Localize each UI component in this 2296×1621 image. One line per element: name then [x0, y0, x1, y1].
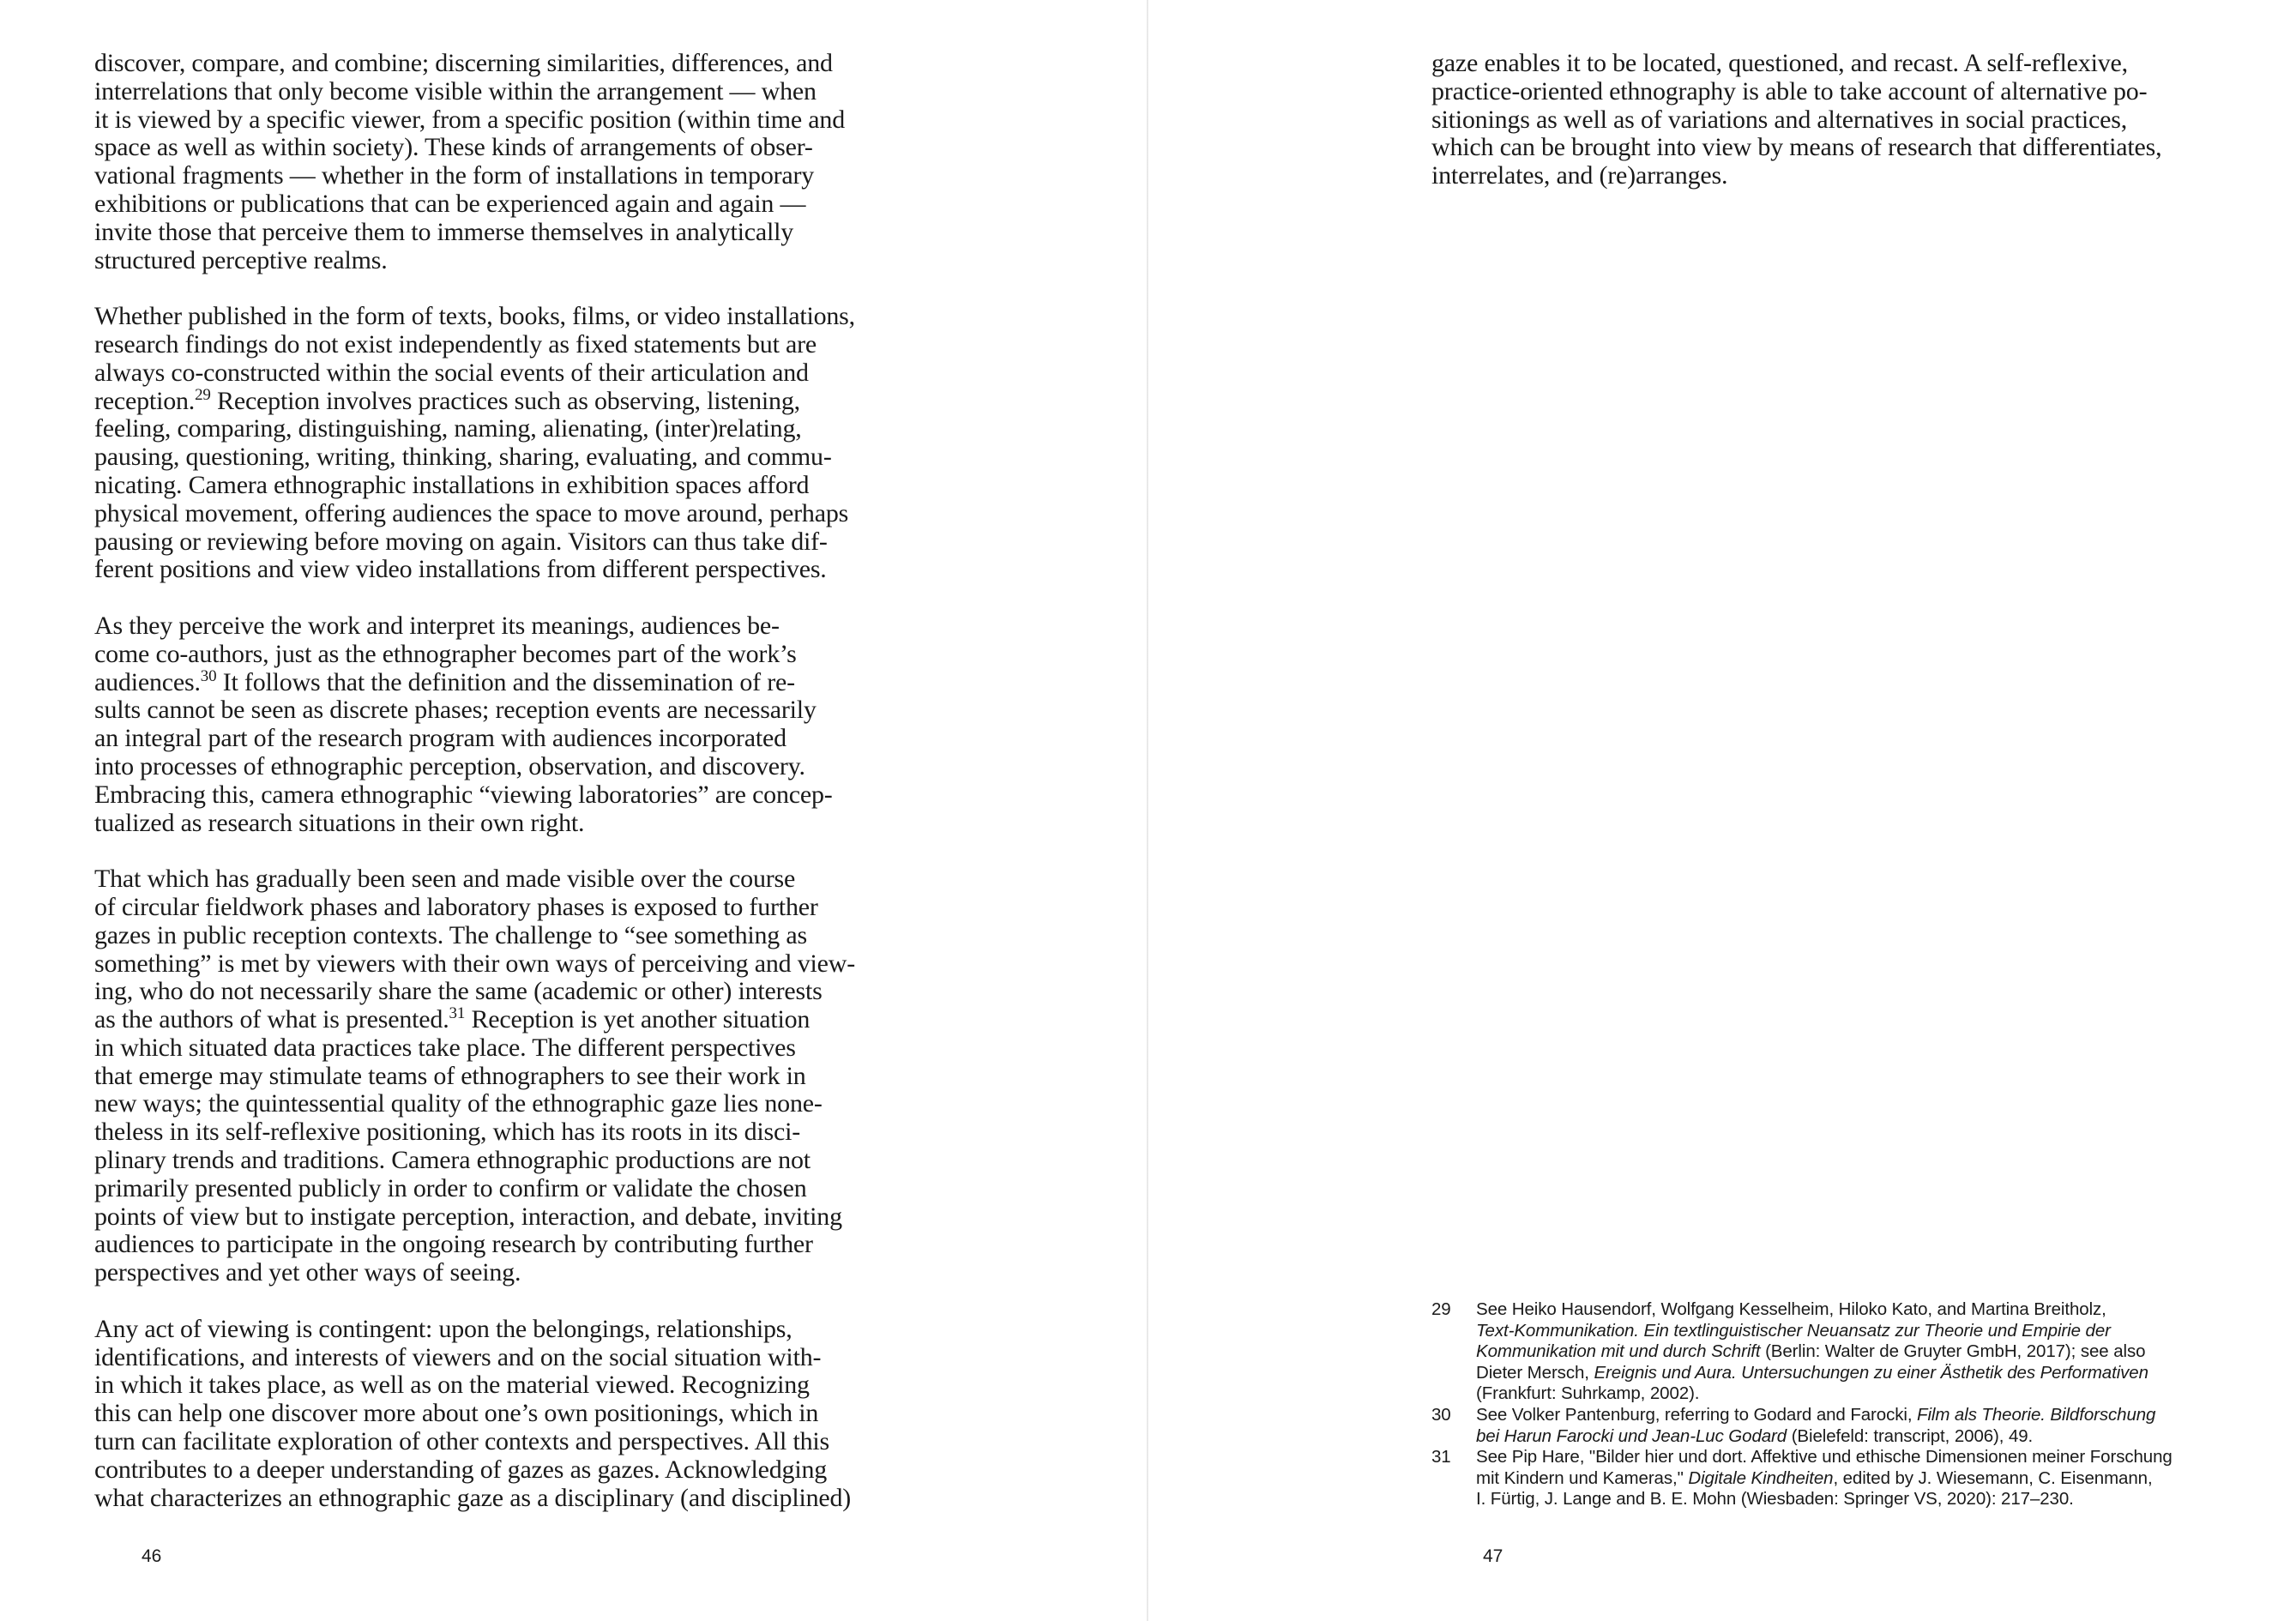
text-run: See Volker Pantenburg, referring to Godard and Farocki, — [1476, 1404, 1918, 1425]
footnote-reference: 31 — [449, 1004, 466, 1023]
text-run: Reception is yet another situation in which situated data practices take place. The different perspectives that emerge may stimulate teams of ethnographers to see their work in new ways; the quintessential quality of the ethnographic gaze lies none- theless in its self-reflexive positioning, which has its roots in its disci- plinary trends and traditions. Camera ethnographic productions are not primarily presented publicly in order to confirm or validate the chosen points of view but to instigate perception, interaction, and debate, inviting audiences to participate in the ongoing research by contributing further perspectives and yet other ways of seeing. — [94, 1005, 842, 1287]
left-page — [0, 0, 1147, 1621]
italic-title: Ereignis und Aura. Untersuchungen zu einer Ästhetik des Performativen — [1594, 1362, 2148, 1383]
footnote-text — [1476, 1299, 2229, 1405]
text-run: (Frankfurt: Suhrkamp, 2002). — [1476, 1383, 1700, 1404]
page-number-left: 46 — [142, 1546, 162, 1566]
footnotes — [1431, 1299, 2229, 1510]
paragraph — [94, 865, 870, 1287]
left-body-text — [94, 50, 870, 1512]
footnote-number: 31 — [1431, 1447, 1451, 1467]
text-run: See Pip Hare, "Bilder hier und dort. Affektive und ethische Dimensionen meiner Forschung mit Kindern und Kameras," — [1476, 1447, 2172, 1488]
right-page — [1148, 0, 2296, 1621]
paragraph — [94, 612, 870, 837]
footnote — [1431, 1405, 2229, 1447]
text-run: As they perceive the work and interpret its meanings, audiences be- come co-authors, just as the ethnographer becomes part of the work’s audiences. — [94, 611, 797, 696]
footnote-reference: 29 — [195, 385, 211, 404]
text-run: gaze enables it to be located, questioned, and recast. A self-reflexive, practice-oriented ethnography is able to take account of alternative po- sitionings as well as of variations and alternatives in social practices, which can be brought into view by means of research that differentiates, interrelates, and (re)arranges. — [1431, 49, 2162, 190]
footnote-number: 30 — [1431, 1404, 1451, 1425]
text-run: , edited by J. Wiesemann, C. Eisenmann, I. Fürtig, J. Lange and B. E. Mohn (Wiesbaden: Springer VS, 2020): 217–230. — [1476, 1467, 2153, 1510]
text-run: Whether published in the form of texts, books, films, or video installations, research findings do not exist independently as fixed statements but are always co-constructed within the social events of their articulation and reception. — [94, 302, 855, 415]
italic-title: Film als Theorie. Bildforschung bei Harun Farocki und Jean-Luc Godard — [1476, 1404, 2156, 1446]
text-run: Any act of viewing is contingent: upon the belongings, relationships, identifications, and interests of viewers and on the social situation with- in which it takes place, as well as on the material viewed. Recognizing this can help one discover more about one’s own positionings, which in turn can facilitate exploration of other contexts and perspectives. All this contributes to a deeper understanding of gazes as gazes. Acknowledging what characterizes an ethnographic gaze as a disciplinary (and disciplined) — [94, 1314, 852, 1512]
footnote — [1431, 1447, 2229, 1510]
text-run: See Heiko Hausendorf, Wolfgang Kesselheim, Hiloko Kato, and Martina Breitholz, — [1476, 1299, 2106, 1319]
text-run: That which has gradually been seen and made visible over the course of circular fieldwork phases and laboratory phases is exposed to further gazes in public reception contexts. The challenge to “see something as something” is met by viewers with their own ways of perceiving and view- ing, who do not necessarily share the same (academic or other) interests as the authors of what is presented. — [94, 865, 856, 1034]
paragraph — [94, 303, 870, 584]
text-run: (Berlin: Walter de Gruyter GmbH, 2017); see also Dieter Mersch, — [1476, 1341, 2146, 1383]
footnote-reference: 30 — [200, 666, 217, 685]
page-number-right: 47 — [1483, 1546, 1504, 1566]
footnote-text — [1476, 1405, 2229, 1447]
italic-title: Text-Kommunikation. Ein textlinguistischer Neuansatz zur Theorie und Empirie der Kommunikation mit und durch Schrift — [1476, 1320, 2111, 1362]
footnote — [1431, 1299, 2229, 1405]
text-run: (Bielefeld: transcript, 2006), 49. — [1787, 1425, 2034, 1446]
italic-title: Digitale Kindheiten — [1688, 1467, 1834, 1488]
right-body-text — [1431, 50, 2208, 190]
footnote-number: 29 — [1431, 1299, 1451, 1319]
text-run: discover, compare, and combine; discerning similarities, differences, and interrelations that only become visible within the arrangement — when it is viewed by a specific viewer, from a specific position (within time and space as well as within society). These kinds of arrangements of obser- vational fragments — whether in the form of installations in temporary exhibitions or publications that can be experienced again and again — invite those that perceive them to immerse themselves in analytically structured perceptive realms. — [94, 49, 846, 274]
paragraph — [1431, 50, 2208, 190]
text-run: Reception involves practices such as observing, listening, feeling, comparing, distinguishing, naming, alienating, (inter)relating, pausing, questioning, writing, thinking, sharing, evaluating, and commu- nicating. Camera ethnographic installations in exhibition spaces afford physical movement, offering audiences the space to move around, perhaps pausing or reviewing before moving on again. Visitors can thus take dif- ferent positions and view video installations from different perspectives. — [94, 386, 849, 584]
paragraph — [94, 1316, 870, 1513]
paragraph — [94, 50, 870, 274]
text-run: It follows that the definition and the dissemination of re- sults cannot be seen as discrete phases; reception events are necessarily an integral part of the research program with audiences incorporated into processes of ethnographic perception, observation, and discovery. Embracing this, camera ethnographic “viewing laboratories” are concep- tualized as research situations in their own right. — [94, 667, 833, 837]
footnote-text — [1476, 1447, 2229, 1510]
